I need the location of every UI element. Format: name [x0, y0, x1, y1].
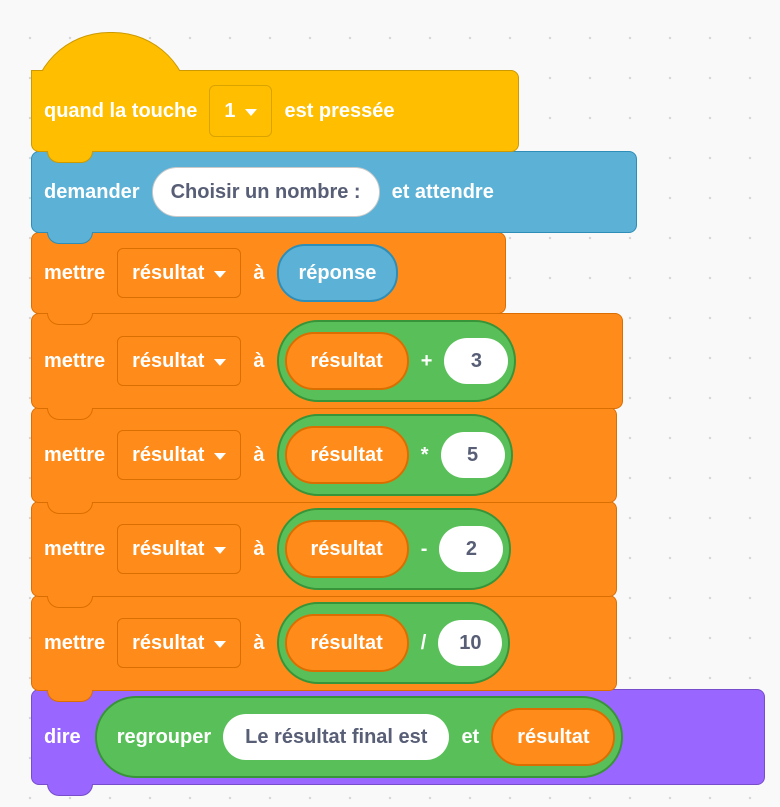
variable-reporter[interactable]: résultat — [491, 708, 615, 766]
set-row — [31, 595, 617, 691]
set-row — [31, 407, 617, 503]
set-label: mettre — [44, 349, 106, 372]
variable-dropdown-value: résultat — [132, 349, 205, 372]
say-block[interactable] — [31, 689, 765, 785]
variable-dropdown[interactable] — [117, 336, 241, 386]
chevron-down-icon — [214, 453, 226, 460]
ask-and-wait-block[interactable] — [31, 151, 637, 233]
chevron-down-icon — [214, 359, 226, 366]
variable-reporter[interactable]: résultat — [285, 614, 409, 672]
subtract-operator-reporter[interactable] — [277, 508, 512, 590]
set-label: mettre — [44, 631, 106, 654]
say-row — [31, 689, 765, 785]
ask-row — [31, 151, 637, 233]
add-operator-reporter[interactable] — [277, 320, 517, 402]
chevron-down-icon — [214, 271, 226, 278]
set-label: mettre — [44, 537, 106, 560]
key-dropdown[interactable] — [209, 85, 272, 137]
multiply-operator-reporter[interactable] — [277, 414, 513, 496]
when-key-pressed-row — [31, 70, 519, 152]
join-label: regrouper — [116, 725, 212, 748]
variable-dropdown[interactable] — [117, 430, 241, 480]
variable-dropdown[interactable] — [117, 618, 241, 668]
variable-reporter[interactable]: résultat — [285, 426, 409, 484]
to-label: à — [253, 631, 265, 654]
variable-dropdown-value: résultat — [132, 443, 205, 466]
and-label: et — [461, 725, 480, 748]
variable-dropdown-value: résultat — [132, 537, 205, 560]
number-input[interactable]: 2 — [439, 526, 503, 572]
set-variable-block[interactable] — [31, 407, 617, 503]
variable-reporter[interactable]: résultat — [285, 520, 409, 578]
set-row — [31, 501, 617, 597]
to-label: à — [253, 537, 265, 560]
operator-symbol: + — [420, 349, 433, 372]
operator-symbol: / — [420, 631, 427, 654]
variable-dropdown-value: résultat — [132, 631, 205, 654]
set-label: mettre — [44, 261, 106, 284]
set-variable-block[interactable] — [31, 595, 617, 691]
and-wait-label: et attendre — [391, 180, 494, 203]
join-text-input[interactable]: Le résultat final est — [223, 714, 449, 760]
say-label: dire — [44, 725, 81, 748]
operator-symbol: - — [420, 537, 428, 560]
to-label: à — [253, 261, 265, 284]
variable-dropdown[interactable] — [117, 248, 241, 298]
number-input[interactable]: 10 — [438, 620, 502, 666]
when-key-pressed-block[interactable] — [31, 70, 519, 152]
ask-label: demander — [44, 180, 140, 203]
operator-symbol: * — [420, 443, 429, 466]
variable-reporter[interactable]: résultat — [285, 332, 409, 390]
is-pressed-label: est pressée — [284, 99, 395, 122]
set-variable-block[interactable] — [31, 313, 623, 409]
set-label: mettre — [44, 443, 106, 466]
to-label: à — [253, 443, 265, 466]
set-row — [31, 313, 623, 409]
set-variable-block[interactable] — [31, 501, 617, 597]
number-input[interactable]: 3 — [444, 338, 508, 384]
variable-dropdown[interactable] — [117, 524, 241, 574]
variable-dropdown-value: résultat — [132, 261, 205, 284]
key-dropdown-value: 1 — [224, 99, 236, 122]
chevron-down-icon — [214, 641, 226, 648]
chevron-down-icon — [214, 547, 226, 554]
to-label: à — [253, 349, 265, 372]
set-row — [31, 232, 506, 314]
join-operator-reporter[interactable] — [95, 696, 624, 778]
number-input[interactable]: 5 — [441, 432, 505, 478]
chevron-down-icon — [245, 109, 257, 116]
question-input[interactable]: Choisir un nombre : — [152, 167, 380, 217]
answer-reporter[interactable] — [277, 244, 399, 302]
set-variable-block[interactable] — [31, 232, 506, 314]
when-key-label: quand la touche — [44, 99, 198, 122]
answer-reporter-label: réponse — [298, 261, 377, 284]
divide-operator-reporter[interactable] — [277, 602, 511, 684]
